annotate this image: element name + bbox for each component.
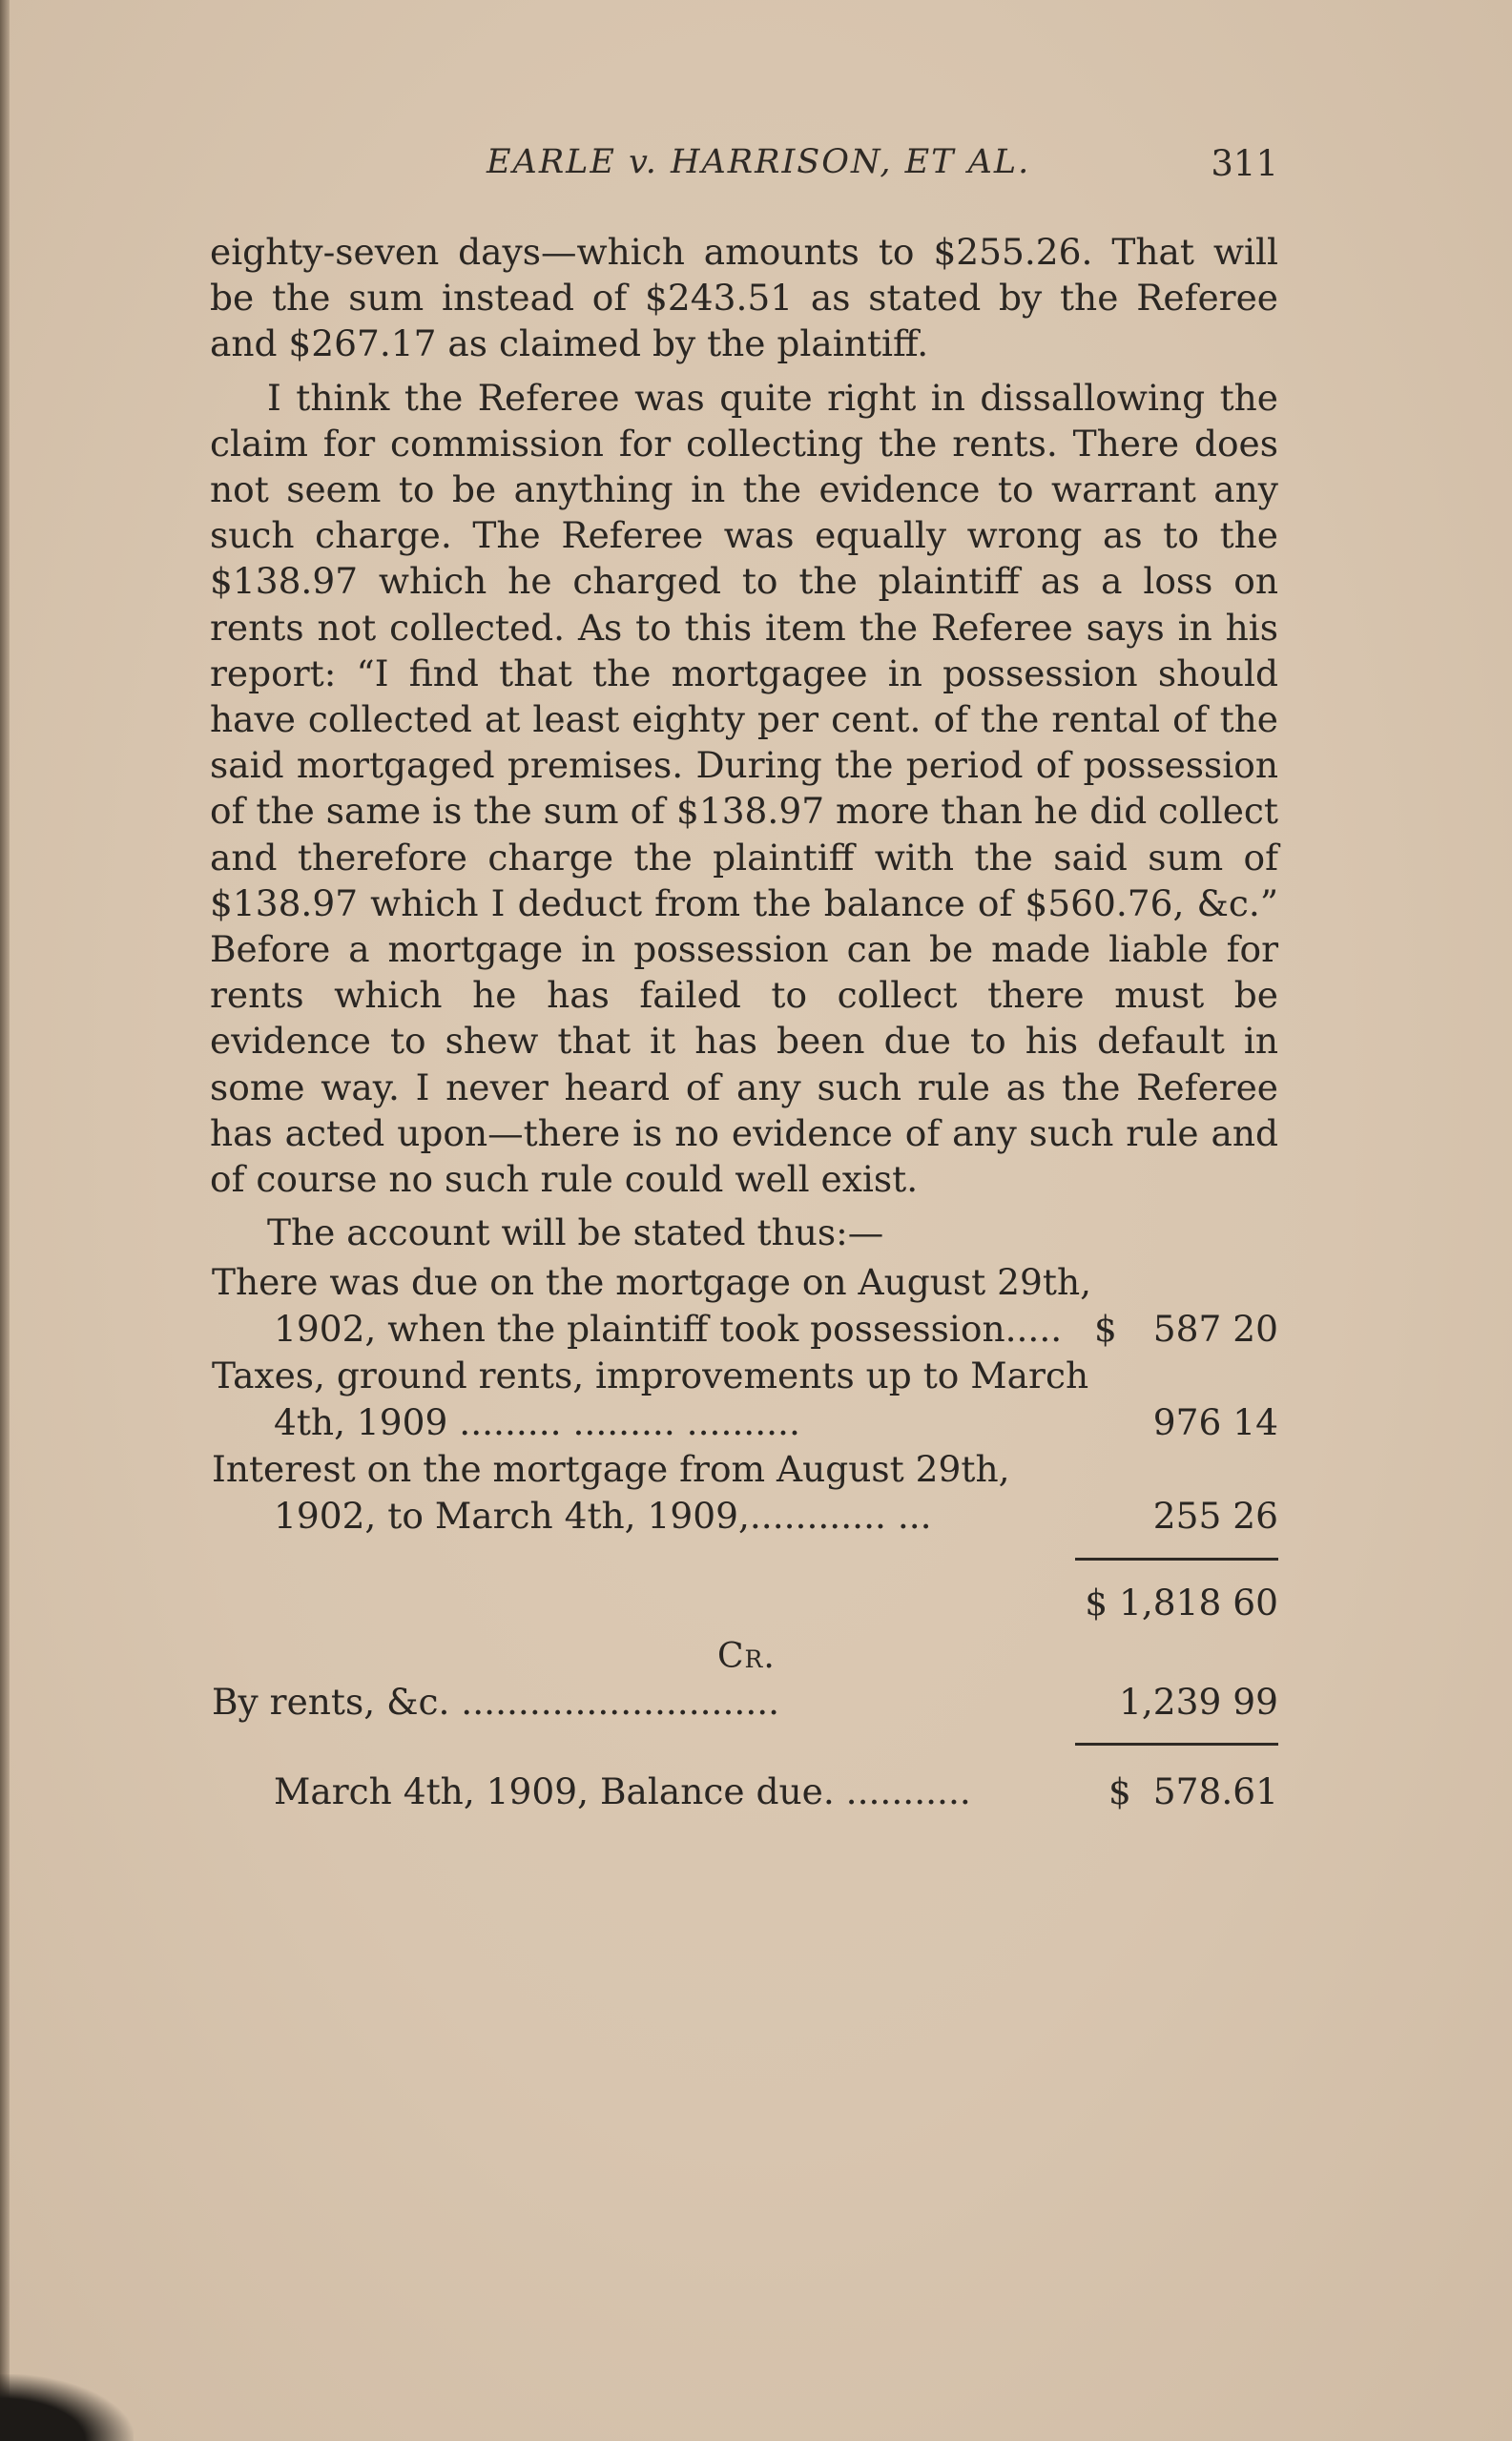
total-value: 1,818 60 [1119,1582,1278,1624]
account-item-label: 1902, to March 4th, 1909,............ ... [274,1495,932,1537]
paragraph-1: eighty-seven days—which amounts to $255.26. That will be the sum instead of $243.51 as stated by the Referee and $267.17 as claimed by the plaintiff. [210,231,1278,365]
currency-symbol: $ [1108,1770,1131,1812]
credit-amount: 1,239 99 [1119,1681,1278,1723]
account-item-1-line2 [212,1308,1278,1354]
balance-label: March 4th, 1909, Balance due. ........... [274,1770,971,1812]
body-text [210,229,1278,1255]
page-edge [0,0,10,2441]
page-number: 311 [1211,143,1278,184]
credit-row [212,1681,1278,1727]
total-amount [1085,1582,1278,1624]
paragraph-3: The account will be stated thus:— [267,1211,884,1254]
account-amount: 255 26 [1152,1495,1278,1537]
total-rule [1075,1558,1278,1561]
currency-symbol: $ [1094,1308,1117,1350]
account-amount: 587 20 [1152,1308,1278,1350]
account-item-3-line2 [212,1495,1278,1541]
credit-label: By rents, &c. ............................ [212,1681,780,1723]
account-item-2-line2 [212,1401,1278,1447]
account-amount: 976 14 [1152,1401,1278,1443]
page-header [210,143,1278,193]
running-head: EARLE v. HARRISON, ET AL. [487,143,1031,181]
account-item-label: Taxes, ground rents, improvements up to March [212,1355,1089,1396]
currency-symbol: $ [1085,1582,1108,1624]
account-item-label: 1902, when the plaintiff took possession..... [274,1308,1063,1350]
account-item-1-line1 [212,1261,1278,1307]
account-item-label: There was due on the mortgage on August 29th, [212,1261,1092,1303]
account-item-label: Interest on the mortgage from August 29th, [212,1448,1010,1490]
balance-row [212,1770,1278,1816]
credit-heading-text: Cr. [717,1637,776,1676]
account-item-label: 4th, 1909 ......... ......... .......... [274,1401,800,1443]
page-corner-shadow [0,2374,134,2441]
account-item-2-line1 [212,1355,1278,1400]
balance-amount: 578.61 [1152,1770,1278,1812]
account-item-3-line1 [212,1448,1278,1494]
balance-rule [1075,1743,1278,1746]
account-total [212,1582,1278,1627]
paragraph-2: I think the Referee was quite right in dissallowing the claim for commission for collecting the rents. There does not seem to be anything in the evidence to warrant any such charge. The Referee was equally wrong as to the $138.97 which he charged to the plaintiff as a loss on rents not collected. As to this item the Referee says in his report: “I find that the mortgagee in possession should have collected at least eighty per cent. of the rental of the said mortgaged premises. During the period of possession of the same is the sum of $138.97 more than he did collect and therefore charge the plaintiff with the said sum of $138.97 which I deduct from the balance of $560.76, &c.” Before a mortgage in possession can be made liable for rents which he has failed to collect there must be evidence to shew that it has been due to his default in some way. I never heard of any such rule as the Referee has acted upon—there is no evidence of any such rule and of course no such rule could well exist. [210,376,1278,1201]
credit-heading [717,1637,776,1676]
